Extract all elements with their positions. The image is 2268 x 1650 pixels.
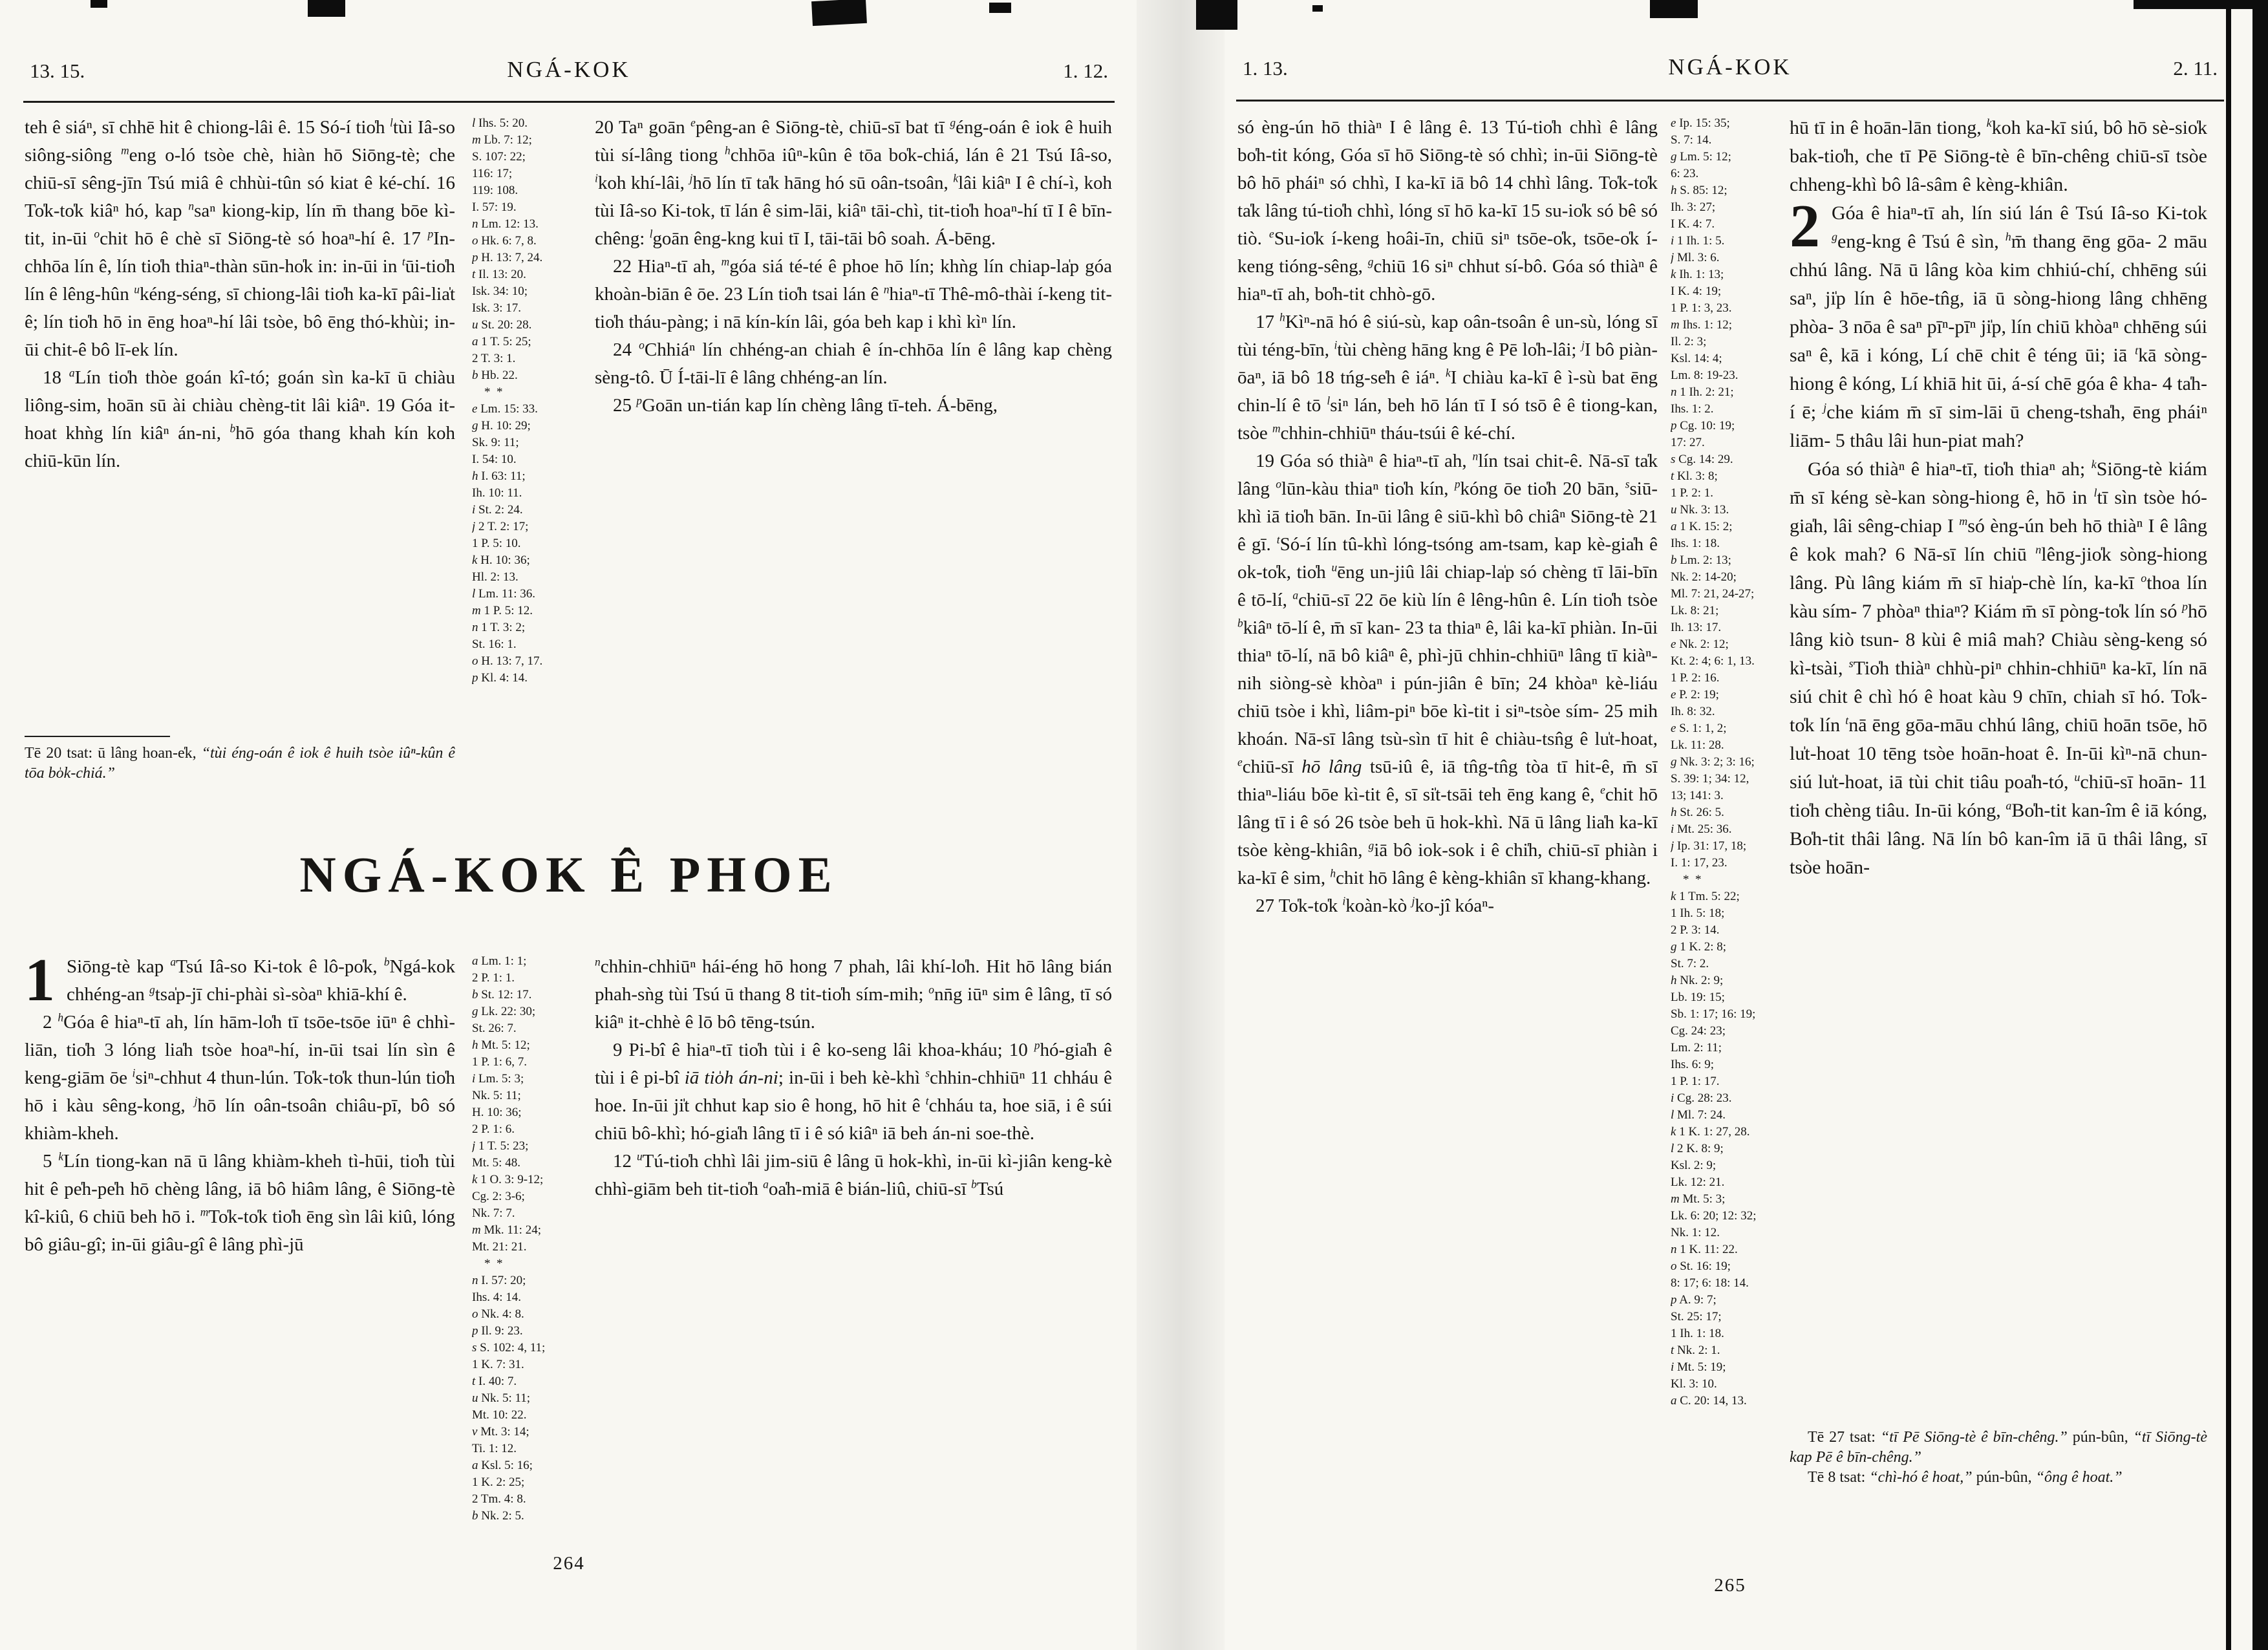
verse-paragraph: 25 $^p$Goān un-tián kap lín chèng lâng tī-teh. Á-bēng, bbox=[613, 394, 998, 416]
footnote-text: Tē 8 tsat: “chì-hó ê hoat,” pún-bûn, “ông ê hoat.” bbox=[1808, 1469, 2123, 1486]
cross-reference-line: 1 P. 2: 1. bbox=[1671, 486, 1713, 500]
header-chapter-verse-left: 13. 15. bbox=[30, 59, 85, 82]
cross-reference-line: St. 25: 17; bbox=[1671, 1310, 1722, 1323]
verse-paragraph: 27 To̍k-to̍k $^i$koàn-kò $^j$ko-jî kóaⁿ- bbox=[1256, 894, 1495, 916]
cross-reference-line: h I. 63: 11; bbox=[472, 469, 526, 483]
chapter-2-opening bbox=[1790, 193, 2207, 455]
cross-reference-line: 116: 17; bbox=[472, 167, 513, 180]
cross-reference-line: Mt. 10: 22. bbox=[472, 1408, 527, 1422]
chapter-1-opening-text: Siōng-tè kap $^a$Tsú Iâ-so Ki-tok ê lô-po̍k, $^b$Ngá-kok chhéng-an $^g$tsa̍p-jī chi-phài sì-sòaⁿ khiā-khí ê. bbox=[67, 955, 455, 1005]
cross-reference-line: a 1 T. 5: 25; bbox=[472, 335, 531, 348]
cross-reference-line: l Lm. 11: 36. bbox=[472, 587, 535, 601]
cross-reference-line: m Mk. 11: 24; bbox=[472, 1223, 541, 1237]
verse-paragraph: 17 $^h$Kìⁿ-nā hó ê siú-sù, kap oân-tsoân ê un-sù, lóng sī tùi téng-bīn, $^i$tùi chèng hāng kng ê Pē lo̍h-lâi; $^j$I bô piàn-ōaⁿ, iā bô 18 tńg-se̍h ê iáⁿ. $^k$I chiàu ka-kī ê ì-sù bat ēng chin-lí ê tō $^l$siⁿ lán, beh hō lán tī I só tsō ê ê tiong-kan, tsòe $^m$chhin-chhiūⁿ tháu-tsúi ê ké-chí. bbox=[1237, 310, 1658, 444]
left-page bbox=[23, 43, 1115, 1620]
right-page-header bbox=[1237, 54, 2223, 84]
cross-reference-line: t Il. 13: 20. bbox=[472, 268, 526, 281]
cross-reference-line: Ih. 8: 32. bbox=[1671, 705, 1715, 718]
cross-reference-line: 1 K. 7: 31. bbox=[472, 1358, 524, 1371]
cross-reference-line: Isk. 3: 17. bbox=[472, 301, 521, 315]
cross-reference-line: Nk. 1: 12. bbox=[1671, 1226, 1720, 1239]
left-top-column-2 bbox=[595, 114, 1112, 813]
cross-reference-line: 1 Ih. 1: 18. bbox=[1671, 1327, 1724, 1340]
cross-reference-line: 1 P. 1: 3, 23. bbox=[1671, 301, 1732, 315]
chapter-1-number: 1 bbox=[25, 953, 55, 1014]
cross-reference-line: e Lm. 15: 33. bbox=[472, 402, 538, 416]
cross-reference-line: 1 Ih. 5: 18; bbox=[1671, 906, 1725, 920]
cross-reference-line: 1 P. 1: 6, 7. bbox=[472, 1055, 527, 1069]
cross-reference-line: Ih. 3: 27; bbox=[1671, 200, 1716, 214]
cross-reference-line: g H. 10: 29; bbox=[472, 419, 531, 433]
cross-reference-line: i 1 Ih. 1: 5. bbox=[1671, 234, 1725, 248]
cross-reference-line: h Mt. 5: 12; bbox=[472, 1038, 530, 1052]
cross-reference-line: Ihs. 6: 9; bbox=[1671, 1058, 1715, 1071]
cross-reference-line: Nk. 5: 11; bbox=[472, 1089, 521, 1102]
cross-reference-line: b Lm. 2: 13; bbox=[1671, 553, 1731, 567]
verse-paragraph: teh ê siáⁿ, sī chhē hit ê chiong-lâi ê. 15 Só-í tio̍h $^l$tùi Iâ-so siông-siông $^m$eng o-ló tsòe chè, hiàn hō Siōng-tè; che chiū-sī sêng-jīn Tsú miâ ê chhùi-tûn só kiat ê ké-chí. 16 To̍k-to̍k kiâⁿ hó, kap $^n$saⁿ kiong-kip, lín m̄ thang bōe kì-tit, in-ūi $^o$chit hō ê chè sī Siōng-tè só hoaⁿ-hí ê. 17 $^p$In-chhōa lín ê, lín tio̍h thiaⁿ-thàn sūn-ho̍k in: in-ūi in $^t$ūi-tio̍h lín ê lêng-hûn $^u$kéng-séng, sī chiong-lâi tio̍h ka-kī pâi-lia̍t ê; lín tio̍h hō in ēng hoaⁿ-hí lâi tsòe, bô ēng thó-khùi; in-ūi chit-ê bô lī-ek lín. bbox=[25, 116, 455, 360]
header-running-title: NGÁ-KOK bbox=[507, 57, 631, 82]
header-chapter-verse-right: 2. 11. bbox=[2173, 57, 2218, 80]
cross-reference-line: I K. 4: 7. bbox=[1671, 217, 1715, 231]
verse-paragraph: 18 $^a$Lín tio̍h thòe goán kî-tó; goán sìn ka-kī ū chiàu liông-sim, hoān sū ài chiàu chèng-tit lâi kiâⁿ. 19 Góa it-hoat khǹg lín kiâⁿ án-ni, $^b$hō góa thang khah kín koh chiū-kūn lín. bbox=[25, 366, 455, 471]
cross-reference-line: n 1 Ih. 2: 21; bbox=[1671, 385, 1734, 399]
cross-reference-line: Nk. 7: 7. bbox=[472, 1206, 515, 1220]
cross-reference-line: o Hk. 6: 7, 8. bbox=[472, 234, 537, 248]
cross-reference-line: m Mt. 5: 3; bbox=[1671, 1192, 1726, 1206]
cross-reference-line: m Ihs. 1: 12; bbox=[1671, 318, 1733, 332]
cross-reference-line: Mt. 5: 48. bbox=[472, 1156, 520, 1170]
cross-reference-line: 1 P. 5: 10. bbox=[472, 537, 521, 550]
cross-reference-line: i Lm. 5: 3; bbox=[472, 1072, 524, 1086]
cross-reference-line: Nk. 2: 14-20; bbox=[1671, 570, 1737, 584]
scan-artifact bbox=[91, 0, 107, 8]
cross-reference-line: o H. 13: 7, 17. bbox=[472, 654, 543, 668]
left-bottom-column-1-paragraphs bbox=[25, 1009, 455, 1259]
cross-reference-line: I K. 4: 19; bbox=[1671, 284, 1722, 298]
cross-reference-line: a 1 K. 15: 2; bbox=[1671, 520, 1733, 533]
footnote-text: Tē 27 tsat: “tī Pē Siōng-tè ê bīn-chêng.” pún-bûn, “tī Siōng-tè kap Pē ê bīn-chêng.” bbox=[1790, 1429, 2207, 1466]
left-footnote bbox=[25, 736, 455, 784]
page-number-264: 264 bbox=[553, 1553, 585, 1574]
cross-reference-line: Mt. 21: 21. bbox=[472, 1240, 527, 1254]
cross-reference-line: Lm. 2: 11; bbox=[1671, 1041, 1722, 1055]
verse-paragraph: 5 $^k$Lín tiong-kan nā ū lâng khiàm-kheh tì-hūi, tio̍h tùi hit ê pe̍h-pe̍h hō chèng lâng, iā bô hiâm lâng, ê Siōng-tè kî-kiû, 6 chiū beh hō i. $^m$To̍k-to̍k tio̍h ēng sìn lâi kiû, lóng bô giâu-gî; in-ūi giâu-gî ê lâng phì-jū bbox=[25, 1150, 455, 1255]
right-footnotes bbox=[1790, 1428, 2207, 1488]
header-chapter-verse-right: 1. 12. bbox=[1063, 59, 1108, 82]
cross-reference-line: i St. 2: 24. bbox=[472, 503, 523, 517]
cross-reference-line: i Cg. 28: 23. bbox=[1671, 1091, 1732, 1105]
cross-reference-line: Lk. 12: 21. bbox=[1671, 1175, 1725, 1189]
cross-reference-line: a C. 20: 14, 13. bbox=[1671, 1394, 1747, 1408]
cross-reference-line: 2 P. 1: 6. bbox=[472, 1122, 515, 1136]
cross-reference-line: k 1 O. 3: 9-12; bbox=[472, 1173, 544, 1186]
cross-reference-line: u St. 20: 28. bbox=[472, 318, 532, 332]
cross-reference-line: Lk. 8: 21; bbox=[1671, 604, 1719, 617]
cross-reference-line: g 1 K. 2: 8; bbox=[1671, 940, 1727, 954]
left-page-header bbox=[25, 57, 1113, 87]
cross-reference-line: 2 Tm. 4: 8. bbox=[472, 1492, 526, 1506]
header-chapter-verse-left: 1. 13. bbox=[1243, 57, 1288, 80]
cross-reference-line: I. 57: 19. bbox=[472, 200, 517, 214]
cross-reference-line: Ihs. 4: 14. bbox=[472, 1291, 521, 1304]
cross-reference-line: Ksl. 14: 4; bbox=[1671, 352, 1722, 365]
cross-reference-line: Kl. 3: 10. bbox=[1671, 1377, 1717, 1391]
cross-reference-line: St. 7: 2. bbox=[1671, 957, 1709, 970]
cross-reference-line: h St. 26: 5. bbox=[1671, 806, 1724, 819]
cross-reference-line: j 2 T. 2: 17; bbox=[472, 520, 529, 533]
chapter-2-number: 2 bbox=[1790, 193, 1820, 260]
scan-edge-bar bbox=[2252, 0, 2268, 1650]
cross-reference-line: Il. 2: 3; bbox=[1671, 335, 1707, 348]
cross-reference-line: Ti. 1: 12. bbox=[472, 1442, 517, 1455]
cross-reference-line: Lb. 19: 15; bbox=[1671, 991, 1725, 1004]
cross-reference-line: g Lm. 5: 12; bbox=[1671, 150, 1731, 164]
cross-reference-line: n 1 K. 11: 22. bbox=[1671, 1243, 1738, 1256]
header-running-title: NGÁ-KOK bbox=[1668, 54, 1792, 80]
cross-reference-line: S. 39: 1; 34: 12, bbox=[1671, 772, 1749, 786]
header-rule bbox=[1236, 100, 2224, 102]
header-rule bbox=[23, 101, 1115, 103]
cross-reference-line: u Nk. 5: 11; bbox=[472, 1391, 531, 1405]
cross-reference-line: i Mt. 5: 19; bbox=[1671, 1360, 1726, 1374]
cross-reference-line: * * bbox=[1671, 873, 1702, 886]
cross-reference-line: 17: 27. bbox=[1671, 436, 1705, 449]
cross-reference-line: Ih. 13: 17. bbox=[1671, 621, 1722, 634]
cross-reference-line: 8: 17; 6: 18: 14. bbox=[1671, 1276, 1749, 1290]
cross-reference-line: 2 T. 3: 1. bbox=[472, 352, 516, 365]
left-top-cross-references bbox=[472, 115, 578, 806]
cross-reference-line: I. 54: 10. bbox=[472, 453, 517, 466]
cross-reference-line: Lk. 6: 20; 12: 32; bbox=[1671, 1209, 1757, 1223]
cross-reference-line: Isk. 34: 10; bbox=[472, 284, 528, 298]
cross-reference-line: g Lk. 22: 30; bbox=[472, 1005, 536, 1018]
cross-reference-line: j 1 T. 5: 23; bbox=[472, 1139, 529, 1153]
cross-reference-line: e Ip. 15: 35; bbox=[1671, 116, 1730, 130]
verse-paragraph: só èng-ún hō thiàⁿ I ê lâng ê. 13 Tú-tio̍h chhì ê lâng bo̍h-tit kóng, Góa sī hō Siōng-tè só chhì; in-ūi Siōng-tè bô hō pháiⁿ só chhì, I ka-kī iā bô 14 chhì lâng. To̍k-to̍k ta̍k lâng tú-tio̍h chhì, lóng sī hō ka-kī 15 su-io̍k só bê só tiò. $^e$Su-io̍k í-keng hoâi-īn, chiū siⁿ tsōe-o̍k, tsōe-o̍k í-keng tióng-sêng, $^g$chiū 16 siⁿ chhut sí-bô. Góa só thiàⁿ ê hiaⁿ-tī ah, bo̍h-tit chhò-gō. bbox=[1237, 117, 1658, 305]
right-column-2 bbox=[1790, 114, 2207, 1420]
cross-reference-line: k 1 K. 1: 27, 28. bbox=[1671, 1125, 1750, 1139]
cross-reference-line: p Cg. 10: 19; bbox=[1671, 419, 1735, 433]
verse-27-continuation: hū tī in ê hoān-lān tiong, $^k$koh ka-kī siú, bô hō sè-sio̍k bak-tio̍h, che tī Pē Siōng-tè ê bīn-chêng chiū-sī tsòe chheng-khì bô lâ-sâm ê kèng-khiân. bbox=[1790, 116, 2207, 195]
cross-reference-line: v Mt. 3: 14; bbox=[472, 1425, 530, 1439]
scan-artifact bbox=[1650, 0, 1698, 18]
cross-reference-line: Sb. 1: 17; 16: 19; bbox=[1671, 1007, 1756, 1021]
cross-reference-line: 1 P. 1: 17. bbox=[1671, 1075, 1720, 1088]
cross-reference-line: s S. 102: 4, 11; bbox=[472, 1341, 546, 1355]
cross-reference-line: b Nk. 2: 5. bbox=[472, 1509, 524, 1523]
page-gutter-shadow bbox=[1137, 0, 1225, 1650]
cross-reference-line: o Nk. 4: 8. bbox=[472, 1307, 524, 1321]
cross-reference-line: Ih. 10: 11. bbox=[472, 486, 522, 500]
cross-reference-line: k 1 Tm. 5: 22; bbox=[1671, 890, 1740, 903]
left-bottom-column-1 bbox=[25, 953, 455, 1543]
cross-reference-line: p H. 13: 7, 24. bbox=[472, 251, 543, 264]
cross-reference-line: S. 107: 22; bbox=[472, 150, 526, 164]
right-page bbox=[1236, 38, 2224, 1641]
cross-reference-line: 2 P. 1: 1. bbox=[472, 971, 515, 985]
verse-paragraph: 20 Taⁿ goān $^e$pêng-an ê Siōng-tè, chiū-sī bat tī $^g$éng-oán ê iok ê huih tùi sí-lâng tiong $^h$chhōa iûⁿ-kûn ê tōa bo̍k-chiá, lán ê 21 Tsú Iâ-so, $^i$koh khí-lâi, $^j$hō lín tī ta̍k hāng hó sū oân-tsoân, $^k$lâi kiâⁿ I ê chí-ì, koh tùi Iâ-so Ki-tok, tī lán ê sim-lāi, kiâⁿ tāi-chì, tit-tio̍h hoaⁿ-hí tī I ê bīn-chêng: $^l$goān êng-kng kui tī I, tāi-tāi bô soah. Á-bēng. bbox=[595, 116, 1112, 249]
cross-reference-line: s Cg. 14: 29. bbox=[1671, 453, 1733, 466]
verse-paragraph: 19 Góa só thiàⁿ ê hiaⁿ-tī ah, $^n$lín tsai chit-ê. Nā-sī ta̍k lâng $^o$lūn-kàu thiaⁿ tio̍h kín, $^p$kóng ōe tio̍h 20 bān, $^s$siū-khì iā tio̍h bān. In-ūi lâng ê siū-khì bô chiâⁿ Siōng-tè 21 ê gī. $^t$Só-í lín tû-khì lóng-tsóng am-tsam, kap kè-gia̍h ê ok-to̍k, tio̍h $^u$ēng un-jiû lâi chiap-la̍p só chèng tī lāi-bīn ê tō-lí, $^a$chiū-sī 22 ōe kiù lín ê lêng-hûn ê. Lín tio̍h tsòe $^b$kiâⁿ tō-lí ê, m̄ sī kan- 23 ta thiaⁿ ê, lâi ka-kī phiàn. In-ūi thiaⁿ tō-lí, nā bô kiâⁿ ê, phì-jū chhin-chhiūⁿ lâng tī kiàⁿ-nih siòng-sè khòaⁿ i pún-jiân ê bīn; 24 khòaⁿ kè-liáu chiū tsòe i khì, liâm-piⁿ bōe kì-tit i siⁿ-tsòe sím- 25 mih khoán. Nā-sī lâng tsù-sìn tī hit ê chiàu-tsn̂g ê lu̍t-hoat, $^e$chiū-sī hō lâng tsū-iû ê, iā tn̂g-tn̂g tòa tī hit-ê, m̄ sī thiaⁿ-liáu bōe kì-tit ê, sī si̍t-tsāi teh ēng kang ê, $^e$chit hō lâng tī i ê só 26 tsòe beh ū hok-khì. Nā ū lâng lia̍h ka-kī tsòe kèng-khiân, $^g$iā bô iok-sok i ê chi̍h, chiū-sī phiàn i ka-kī ê sim, $^h$chit hō lâng ê kèng-khiân sī khang-khang. bbox=[1237, 449, 1658, 888]
cross-reference-line: I. 1: 17, 23. bbox=[1671, 856, 1728, 870]
cross-reference-line: k H. 10: 36; bbox=[472, 553, 530, 567]
cross-reference-line: Hl. 2: 13. bbox=[472, 570, 519, 584]
cross-reference-line: g Nk. 3: 2; 3: 16; bbox=[1671, 755, 1755, 769]
scan-artifact bbox=[811, 0, 867, 26]
cross-reference-line: b St. 12: 17. bbox=[472, 988, 532, 1002]
cross-reference-line: St. 16: 1. bbox=[472, 638, 517, 651]
left-bottom-cross-references bbox=[472, 953, 578, 1543]
cross-reference-line: e S. 1: 1, 2; bbox=[1671, 722, 1727, 735]
scan-artifact bbox=[1312, 5, 1323, 12]
cross-reference-line: o St. 16: 19; bbox=[1671, 1259, 1731, 1273]
verse-paragraph: 12 $^u$Tú-tio̍h chhì lâi jim-siū ê lâng ū hok-khì, in-ūi kì-jiân keng-kè chhì-giām beh tit-tio̍h $^a$oa̍h-miā ê bián-liû, chiū-sī $^b$Tsú bbox=[595, 1150, 1112, 1199]
scan-artifact bbox=[1196, 0, 1237, 30]
scan-artifact bbox=[989, 3, 1011, 13]
cross-reference-line: i Mt. 25: 36. bbox=[1671, 822, 1732, 836]
cross-reference-line: h S. 85: 12; bbox=[1671, 184, 1728, 197]
cross-reference-line: 1 K. 2: 25; bbox=[472, 1475, 525, 1489]
cross-reference-line: H. 10: 36; bbox=[472, 1106, 522, 1119]
cross-reference-line: 2 P. 3: 14. bbox=[1671, 923, 1720, 937]
book-title: NGÁ-KOK Ê PHOE bbox=[299, 846, 839, 903]
cross-reference-line: h Nk. 2: 9; bbox=[1671, 974, 1724, 987]
chapter-1-opening bbox=[25, 953, 455, 1014]
cross-reference-line: m Lb. 7: 12; bbox=[472, 133, 532, 147]
cross-reference-line: a Ksl. 5: 16; bbox=[472, 1459, 533, 1472]
right-column-1 bbox=[1237, 114, 1658, 1536]
cross-reference-line: Ihs. 1: 18. bbox=[1671, 537, 1720, 550]
chapter-2-opening-text: Góa ê hiaⁿ-tī ah, lín siú lán ê Tsú Iâ-so Ki-tok $^g$eng-kng ê Tsú ê sìn, $^h$m̄ thang ēng gōa- 2 māu chhú lâng. Nā ū lâng kòa kim chhiú-chí, chhēng súi saⁿ, ji̍p lín ê hōe-tn̂g, iā ū sòng-hiong lâng chhēng phòa- 3 nōa ê saⁿ pīⁿ-pīⁿ ji̍p, lín chiū khòaⁿ chhēng súi saⁿ ê, kā i kóng, Lí chē chit ê téng ūi; iā $^t$kā sòng-hiong ê kóng, Lí khiā hit ūi, á-sí chē góa ê kha- 4 ta̍h-í ē; $^j$che kiám m̄ sī sim-lāi ū cheng-tsha̍h, ēng pháiⁿ liām- 5 thâu lâi hun-piat mah? bbox=[1790, 202, 2207, 451]
cross-reference-line: e P. 2: 19; bbox=[1671, 688, 1719, 702]
cross-reference-line: * * bbox=[472, 385, 503, 399]
cross-reference-line: p Kl. 4: 14. bbox=[472, 671, 528, 685]
verse-paragraph: 2 $^h$Góa ê hiaⁿ-tī ah, lín hām-lo̍h tī tsōe-tsōe iūⁿ ê chhì-liān, tio̍h 3 lóng lia̍h tsòe hoaⁿ-hí, in-ūi tsai lín sìn ê keng-giām ōe $^i$siⁿ-chhut 4 thun-lún. To̍k-to̍k thun-lún tio̍h hō i kàu sêng-kong, $^j$hō lín oân-tsoân chiâu-pī, bô só khiàm-kheh. bbox=[25, 1011, 455, 1144]
cross-reference-line: b Hb. 22. bbox=[472, 369, 518, 382]
cross-reference-line: Cg. 2: 3-6; bbox=[472, 1190, 525, 1203]
cross-reference-line: k Ih. 1: 13; bbox=[1671, 268, 1724, 281]
cross-reference-line: j Ip. 31: 17, 18; bbox=[1671, 839, 1747, 853]
cross-reference-line: 119: 108. bbox=[472, 184, 519, 197]
cross-reference-line: t I. 40: 7. bbox=[472, 1375, 517, 1388]
cross-reference-line: 6: 23. bbox=[1671, 167, 1699, 180]
scan-artifact bbox=[308, 0, 345, 17]
cross-reference-line: St. 26: 7. bbox=[472, 1022, 517, 1035]
cross-reference-line: 13; 141: 3. bbox=[1671, 789, 1724, 802]
verse-paragraph: 9 Pi-bî ê hiaⁿ-tī tio̍h tùi i ê ko-seng lâi khoa-kháu; 10 $^p$hó-gia̍h ê tùi i ê pi-bî iā tio̍h án-ni; in-ūi i beh kè-khì $^s$chhin-chhiūⁿ 11 chháu ê hoe. In-ūi ji̍t chhut kap sio ê hong, hō hit ê $^t$chháu ta, hoe siā, i ê súi chiū bô-khì; hó-gia̍h lâng tī i ê só kiâⁿ iā beh án-ni soe-thè. bbox=[595, 1038, 1112, 1144]
cross-reference-line: j Ml. 3: 6. bbox=[1671, 251, 1720, 264]
cross-reference-line: n I. 57: 20; bbox=[472, 1274, 526, 1287]
page-number-265: 265 bbox=[1714, 1575, 1746, 1596]
cross-reference-line: Ml. 7: 21, 24-27; bbox=[1671, 587, 1755, 601]
verse-paragraph: 24 $^o$Chhiáⁿ lín chhéng-an chiah ê ín-chhōa lín ê lâng kap chèng sèng-tô. Ū Í-tāi-lī ê lâng chhéng-an lín. bbox=[595, 338, 1112, 388]
right-cross-references bbox=[1671, 115, 1775, 1544]
cross-reference-line: l Ihs. 5: 20. bbox=[472, 116, 528, 130]
footnote-rule bbox=[25, 736, 170, 737]
scan-artifact bbox=[2134, 0, 2268, 9]
left-top-column-1 bbox=[25, 114, 455, 729]
cross-reference-line: Sk. 9: 11; bbox=[472, 436, 519, 449]
verse-paragraph: 22 Hiaⁿ-tī ah, $^m$góa siá té-té ê phoe hō lín; khǹg lín chiap-la̍p góa khoàn-biān ê ōe. 23 Lín tio̍h tsai lán ê $^n$hiaⁿ-tī Thê-mô-thài í-keng tit-tio̍h tháu-pàng; i nā kín-kín lâi, góa beh kap i khì kìⁿ lín. bbox=[595, 255, 1112, 332]
cross-reference-line: l 2 K. 8: 9; bbox=[1671, 1142, 1724, 1155]
cross-reference-line: a Lm. 1: 1; bbox=[472, 954, 527, 968]
cross-reference-line: m 1 P. 5: 12. bbox=[472, 604, 533, 617]
cross-reference-line: * * bbox=[472, 1257, 503, 1270]
cross-reference-line: n 1 T. 3: 2; bbox=[472, 621, 526, 634]
cross-reference-line: n Lm. 12: 13. bbox=[472, 217, 539, 231]
cross-reference-line: Lm. 8: 19-23. bbox=[1671, 369, 1738, 382]
cross-reference-line: t Nk. 2: 1. bbox=[1671, 1344, 1720, 1357]
left-bottom-column-2 bbox=[595, 953, 1112, 1543]
cross-reference-line: Kt. 2: 4; 6: 1, 13. bbox=[1671, 654, 1755, 668]
cross-reference-line: Cg. 24: 23; bbox=[1671, 1024, 1726, 1038]
right-column-2-paragraphs bbox=[1790, 455, 2207, 882]
verse-paragraph: $^n$chhin-chhiūⁿ hái-éng hō hong 7 phah, lâi khí-lo̍h. Hit hō lâng bián phah-sǹg tùi Tsú ū thang 8 tit-tio̍h sím-mih; $^o$nn̄g iūⁿ sim ê lâng, tī só kiâⁿ it-chhè ê lō bô tēng-tsún. bbox=[595, 955, 1112, 1033]
cross-reference-line: p Il. 9: 23. bbox=[472, 1324, 523, 1338]
cross-reference-line: t Kl. 3: 8; bbox=[1671, 469, 1718, 483]
footnote-text: Tē 20 tsat: ū lâng hoan-e̍k, “tùi éng-oán ê iok ê huih tsòe iûⁿ-kûn ê tōa bo̍k-chiá.” bbox=[25, 745, 455, 782]
cross-reference-line: Ihs. 1: 2. bbox=[1671, 402, 1714, 416]
cross-reference-line: Ksl. 2: 9; bbox=[1671, 1159, 1717, 1172]
scan-edge-line bbox=[2226, 0, 2231, 1650]
cross-reference-line: Lk. 11: 28. bbox=[1671, 738, 1724, 752]
verse-paragraph: Góa só thiàⁿ ê hiaⁿ-tī, tio̍h thiaⁿ ah; $^k$Siōng-tè kiám m̄ sī kéng sè-kan sòng-hiong ê, hō in $^l$tī sìn tsòe hó-gia̍h, lâi sêng-chiap I $^m$só èng-ún beh hō thiàⁿ I ê lâng ê kok mah? 6 Nā-sī lín chiū $^n$lêng-jio̍k sòng-hiong lâng. Pù lâng kiám m̄ sī hia̍p-chè lín, ka-kī $^o$thoa lín kàu sím- 7 phòaⁿ thiaⁿ? Kiám m̄ sī pòng-to̍k lín só $^p$hō lâng kiò tsun- 8 kùi ê miâ mah? Chiàu sèng-keng só kì-tsài, $^s$Tio̍h thiàⁿ chhù-piⁿ chhin-chhiūⁿ ka-kī, lín nā siú chit ê chì hó ê hoat kàu 9 chīn, chiah sī hó. To̍k-to̍k lín $^t$nā ēng gōa-māu chhú lâng, chiū hoān tsōe, hō lu̍t-hoat 10 tēng tsòe hoān-hoat ê. In-ūi kìⁿ-nā chun-siú lu̍t-hoat, iā tùi chit tiâu poa̍h-tó, $^u$chiū-sī hoān- 11 tio̍h chèng tiâu. In-ūi kóng, $^a$Bo̍h-tit kan-îm ê iā kóng, Bo̍h-tit thâi lâng. Nā lín bô kan-îm iā ū thâi lâng, sī tsòe hoān- bbox=[1790, 458, 2207, 878]
cross-reference-line: p A. 9: 7; bbox=[1671, 1293, 1717, 1307]
cross-reference-line: u Nk. 3: 13. bbox=[1671, 503, 1729, 517]
cross-reference-line: e Nk. 2: 12; bbox=[1671, 638, 1729, 651]
cross-reference-line: 1 P. 2: 16. bbox=[1671, 671, 1720, 685]
cross-reference-line: l Ml. 7: 24. bbox=[1671, 1108, 1726, 1122]
cross-reference-line: S. 7: 14. bbox=[1671, 133, 1712, 147]
